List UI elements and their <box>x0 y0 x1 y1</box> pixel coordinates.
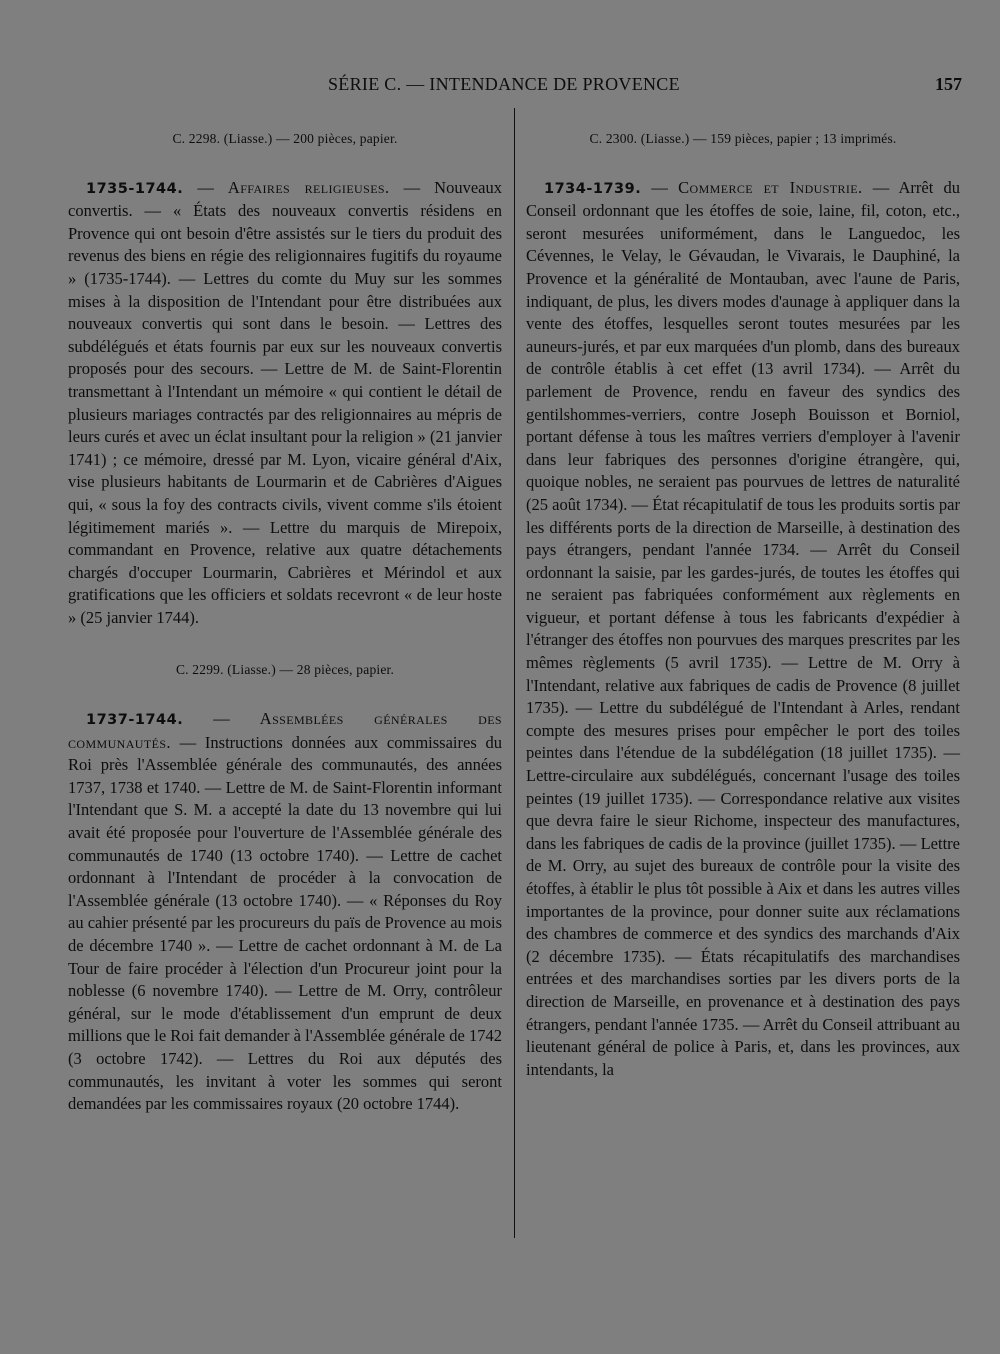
archive-reference: C. 2299. (Liasse.) — 28 pièces, papier. <box>175 662 395 678</box>
left-column <box>68 128 502 1116</box>
running-header <box>0 74 1000 100</box>
archive-entry <box>68 708 502 1116</box>
entry-text: — Instructions données aux commissaires du Roi près l'Assemblée générale des communautés, des années 1737, 1738 et 1740. — Lettre de M. de Saint-Florentin informant l'Intendant que S. M. a accepté la date du 13 novembre qui lui avait été proposée pour l'ouverture de l'Assemblée générale des communautés de 1740 (13 octobre 1740). — Lettre de cachet ordonnant à l'Intendant de procéder à la convocation de l'Assemblée générale (13 octobre 1740). — « Réponses du Roy au cahier présenté par les procureurs du païs de Provence au mois de décembre 1740 ». — Lettre de cachet ordonnant à M. de La Tour de faire procéder à l'élection d'un Procureur joint pour la noblesse (6 novembre 1740). — Lettre de M. Orry, contrôleur général, sur le mode d'établissement d'un emprunt de deux millions que le Roi fait demander à l'Assemblée générale de 1742 (3 octobre 1742). — Lettres du Roi aux députés des communautés, les invitant à voter les sommes qui seront demandées par les commissaires royaux (20 octobre 1744). <box>68 732 502 1114</box>
right-column <box>526 128 960 1081</box>
archive-entry <box>68 177 502 630</box>
entry-subject: Commerce et Industrie. <box>678 177 863 197</box>
entry-dates: 1734-1739. <box>544 180 642 197</box>
entry-dash: — <box>183 709 260 729</box>
archive-reference: C. 2298. (Liasse.) — 200 pièces, papier. <box>172 131 398 146</box>
entry-dates: 1735-1744. <box>86 180 184 197</box>
page-number: 157 <box>935 74 962 94</box>
entry-dash: — <box>641 177 679 197</box>
entry-dash: — <box>183 177 228 197</box>
archive-entry <box>526 177 960 1082</box>
entry-text: — Arrêt du Conseil ordonnant que les étoffes de soie, laine, fil, coton, etc., seront mesurées uniformément, dans le Languedoc, les Cévennes, le Velay, le Gévaudan, le Vivarais, le Dauphiné, la Provence et la généralité de Montauban, avec l'aune de Paris, indiquant, de plus, les divers modes d'aunage à appliquer dans la vente des étoffes, lesquelles seront toutes mesurées par les auneurs-jurés, et par eux marquées d'un plomb, dans des bureaux de contrôle établis à cet effet (13 avril 1734). — Arrêt du parlement de Provence, rendu en faveur des syndics des gentilshommes-verriers, contre Joseph Bouisson et Borniol, portant défense à tous les maîtres verriers d'employer à l'avenir dans leur fabriques des personnes d'origine étrangère, qui, quoique nobles, ne seraient pas pourvues de lettres de naturalité (25 août 1734). — État récapitulatif de tous les produits sortis par les différents ports de la direction de Marseille, à destination des pays étrangers, pendant l'année 1734. — Arrêt du Conseil ordonnant la saisie, par les gardes-jurés, de toutes les étoffes qui ne seraient pas fabriquées conformément aux règlements en vigueur, et portant défense à tous les fabricants d'expédier à l'étranger des étoffes non pourvues des marques prescrites par les mêmes règlements (5 avril 1735). — Lettre de M. Orry à l'Intendant, relative aux fabriques de cadis de Provence (8 juillet 1735). — Lettre du subdélégué de l'Intendant à Arles, rendant compte des mesures prises pour empêcher le port des toiles peintes dans l'étendue de la subdélégation (18 juillet 1735). — Lettre-circulaire aux subdélégués, concernant l'usage des toiles peintes (19 juillet 1735). — Correspondance relative aux visites que devra faire le sieur Richome, inspecteur des manufactures, dans les fabriques de cadis de la province (juillet 1735). — Lettre de M. Orry, au sujet des bureaux de contrôle pour la visite des étoffes, à établir le plus tôt possible à Aix et dans les autres villes importantes de la province, pour donner suite aux réclamations des chambres de commerce et des syndics des marchands d'Aix (2 décembre 1735). — États récapitulatifs des marchandises entrées et des marchandises sorties par les divers ports de la direction de Marseille, en provenance et à destination des pays étrangers, pendant l'année 1735. — Arrêt du Conseil attribuant au lieutenant général de police à Paris, et, dans les provinces, aux intendants, la <box>526 177 961 1079</box>
entry-dates: 1737-1744. <box>86 712 184 729</box>
archive-reference: C. 2300. (Liasse.) — 159 pièces, papier ; 13 imprimés. <box>589 131 897 146</box>
entry-subject: Assemblées générales des communautés. <box>68 709 503 752</box>
entry-subject: Affaires religieuses. <box>227 177 390 197</box>
entry-text: — Nouveaux convertis. — « États des nouveaux convertis résidens en Provence qui ont besoin d'être assistés sur le tiers du produit des revenus des biens en régie des religionnaires fugitifs du royaume » (1735-1744). — Lettres du comte du Muy sur les sommes mises à la disposition de l'Intendant pour être distribuées aux nouveaux convertis qui sont dans le besoin. — Lettres des subdélégués et états fournis par eux sur les nouveaux convertis proposés pour des secours. — Lettre de M. de Saint-Florentin transmettant à l'Intendant un mémoire « qui contient le détail de plusieurs mariages contractés par des religionnaires au mépris de leurs curés et avec un éclat insultant pour la religion » (21 janvier 1741) ; ce mémoire, dressé par M. Lyon, vicaire général d'Aix, vise plusieurs habitants de Lourmarin et de Cabrières d'Aigues qui, « sous la foy des contracts civils, vivent comme s'ils étoient légitimement mariés ». — Lettre du marquis de Mirepoix, commandant en Provence, relative aux quatre détachements chargés d'occuper Lourmarin, Cabrières et Mérindol et aux gratifications que les officiers et soldats recevront « de leur hoste » (25 janvier 1744). <box>68 177 502 627</box>
running-title: SÉRIE C. — INTENDANCE DE PROVENCE <box>328 74 680 94</box>
column-divider <box>514 108 515 1238</box>
